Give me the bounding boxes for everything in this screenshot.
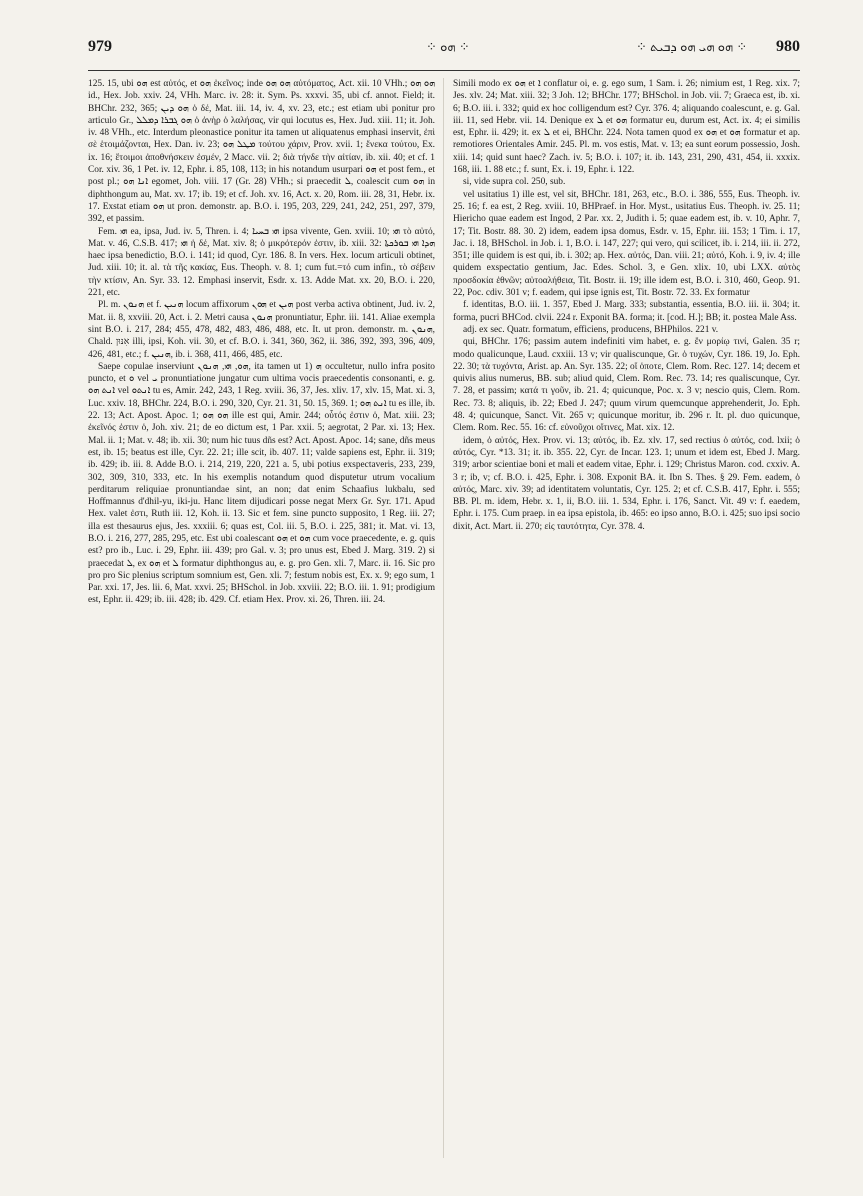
paragraph: Fem. ܗܝ ea, ipsa, Jud. iv. 5, Thren. i. 4; ܗܝ ܒܚܝܐ ipsa vivente, Gen. xviii. 10; ܗܝ τὸ αὐτό, Mat. v. 46, C.S.B. 417; ܗܝ ἡ δέ, Mat. xiv. 8; ὁ μικρότερόν ἐστιν, ib. xiii. 32: ܗܕܐ ܗܝ ܒܘܪܟܬܐ haec ipsa benedictio, B.O. i. 141; id quod, Cyr. 186. 8. In vers. Hex. locum articuli obtinet, Jud. xiii. 10; it. al. τὰ τῆς κακίας, Eus. Theoph. v. 8. 1; cum fut.=τό cum infin., τὸ σέβειν τὴν κτίσιν, An. Syr. 33. 12. Emphasi inservit, Esdr. x. 13. Adde Mat. xx. 20, B.O. i. 220, 221, etc. [88,226,435,299]
header-rule [88,70,800,71]
paragraph: Pl. m. ܗܢܘܢ et f. ܗܢܝܢ locum affixorum ܗܘܢ et ܗܝܢ post verba activa obtinent, Jud. iv. 2, Mat. ii. 8, xxviii. 20, Act. i. 2. Metri causa ܗܢܘܢ pronuntiatur, Ephr. iii. 141. Aliae exempla sint B.O. i. 217, 284; 455, 478, 482, 483, 486, 488, etc. It. ut pron. demonstr. m. ܗܢܘܢ, Chald. אִנּוּן illi, ipsi, Koh. vii. 30, et cf. B.O. i. 341, 360, 362, ii. 386, 392, 393, 396, 409, 426, 481, etc.; f. ܗܢܝܢ, ib. i. 368, 411, 466, 485, etc. [88,300,435,360]
paragraph: Saepe copulae inserviunt ܗܘ, ܗܝ, ܗܢܘܢ, ita tamen ut 1) ܗ occultetur, nullo infra posito puncto, et ܘ vel ܝ pronuntiatione jungatur cum ultima vocis praecedentis consonanti, e. g. ܐܢܬ ܗܘ vel ܐܢܬܘ tu es, Amir. 242, 243, 1 Reg. xviii. 36, 37, Jes. xliv. 17, xlv. 15, Mat. xi. 3, Luc. xxiv. 18, BHChr. 224, B.O. i. 290, 320, Cyr. 21. 31, 50. 15, 369. 1; ܐܢܬ ܗܘ tu es ille, ib. 22. 13; Act. Apost. Apoc. 1; ܗܘ ܗܘ ille est qui, Amir. 244; οὗτός ἐστιν ὁ, Mat. xiii. 23; ἐκεῖνός ἐστιν ὁ, Joh. xiv. 21; de eo dictum est, 1 Par. xxii. 5; aegrotat, 2 Par. xi. 13; Hex. Mal. ii. 1; Mat. v. 48; ib. xii. 30; num hic tuus dñs est? Act. Apost. Apoc. 14; sane, dñs meus est, ib. 15; beatus est ille, Cyr. 22. 21; ille scit, ib. 407. 11; valde sapiens est, Ephr. ii. 319; ib. 429; ib. iii. 8. Adde B.O. i. 214, 219, 220, 221 a. 5, ubi potius exspectaveris, 233, 239, 302, 309, 310, 333, etc. In his exemplis notandum quod disputetur utrum vocalium perditarum reliquiae pronuntiandae sint, an non; dat enim Schaafius lukbalu, sed Hoffmannus d'dhil-yu, iki-ju. Hanc litem dijudicari posse negat Merx Gr. Syr. 171. Apud Hex. valet ἐστι, Ruth iii. 12, Koh. ii. 13. Sic et fem. sine puncto supposito, 1 Reg. iii. 27; illa est thesaurus ejus, Jes. xxxiii. 6; quas est, Col. iii. 5, B.O. i. 225, 381; it. Mat. vi. 13, B.O. i. 216, 277, 285, 295, etc. Est ubi coalescant ܗܘ et ܗܘ cum voce praecedente, e. g. quis est? pro ib., Luc. i. 29, Ephr. iii. 439; pro Gal. v. 3; pro unus est, Ebed J. Marg. 319. 2) si praecedat ܠ, ex ܗܘ et ܠ formatur diphthongus au, e. g. pro Gen. xli. 7, Marc. ii. 16. Sic pro pro pro Sic plenius scriptum somnium est, Gen. xli. 7; festum nobis est, Ex. x. 9; ego sum, 1 Par. xxi. 17, Jes. lii. 6, Mat. xxvi. 25; BHSchol. in Job. xxviii. 22; B.O. iii. 1. 91; prodigium est, Ephr. ii. 429; ib. iii. 428; ib. 429. Cf. etiam Hex. Prov. xi. 26, Thren. iii. 24. [88,361,435,606]
paragraph: Simili modo ex ܗܘ et ܐ conflatur oi, e. g. ego sum, 1 Sam. i. 26; nimium est, 1 Reg. xix. 7; Jes. xlv. 24; Mat. xiii. 32; 3 Joh. 12; BHChr. 177; BHSchol. in Job. vii. 7; Graeca est, ib. xi. 6; B.O. iii. i. 332; quid ex hoc colligendum est? Cyr. 376. 4; aliquando coalescunt, e. g. Gal. iii. 11, sed Hebr. vii. 14. Denique ex ܠ et ܗܘ formatur eu, durum est, Act. ix. 4; ei similis est, Ephr. ii. 429; it. ex ܠ et ei, BHChr. 224. Nota tamen quod ex ܗܘ et ܗܘ formatur et ap. remotiores Orientales Amir. 245. Pl. m. vos estis, Mat. v. 13; ea sunt eorum possessio, Josh. xiii. 14; quid sunt haec? Zach. iv. 5; B.O. i. 107; it. ib. 143, 231, 290, 431, 454, ii. xxxix. 168, iii. 1. 88 etc.; f. sunt, Ex. i. 19, Ephr. i. 122. [453,79,800,176]
paragraph: f. identitas, B.O. iii. 1. 357, Ebed J. Marg. 333; substantia, essentia, B.O. iii. ii. 304; it. forma, pucri BHCod. clvii. 224 r. Exponit BA. forma; it. [cod. H.]; BB; it. postea Male Ass. [453,300,800,323]
paragraph: idem, ὁ αὐτός, Hex. Prov. vi. 13; αὐτός, ib. Ez. xlv. 17, sed rectius ὁ αὐτός, cod. lxii; ὁ αὐτός, Cyr. *13. 31; it. ib. 355. 22, Cyr. de Incar. 123. 1; unum et idem est, Ebed J. Marg. 319; arbor scientiae boni et mali et eadem vitae, Ephr. i. 129; Christus Maron. cod. cxxiv. A. 3 r; ib, v; cf. B.O. i. 425, Ephr. i. 308. Exponit BA. it. Ibn S. Thes. § 29. Fem. eadem, ὁ αὐτός, Marc. xiv. 39; ad identitatem voluntatis, Cyr. 125. 2; et cf. C.S.B. 417, Ephr. i. 555; BB. Pl. m. idem, Hebr. x. 1, ii, B.O. iii. 1. 534, Ephr. i. 176, Sanct. Vit. 49 v: f. eaedem, Ephr. i. 175. Cum praep. in ea ipsa epistola, ib. 465: eo ipso anno, B.O. i. 425; suo ipsi socio dixit, Act. Mart. ii. 270; εἰς ταυτότητα, Cyr. 378. 4. [453,435,800,532]
paragraph: 125. 15, ubi ܗܘ est αὐτός, et ܗܘ ἐκεῖνος; inde ܗܘ ܗܘ αὐτόματος, Act. xii. 10 VHh.; ܗܘ ܗܘ id., Hex. Job. xxiv. 24, VHh. Marc. iv. 28: it. Sym. Ps. xxxvi. 35, ubi cf. annot. Field; it. BHChr. 232, 365; ܗܘ ܕܝܢ ὁ δέ, Mat. iii. 14, iv. 4, xv. 23, etc.; est etiam ubi ponitur pro articulo Gr., ܗܘ ܓܒܪܐ ܕܡܠܠ ὁ ἀνὴρ ὁ λαλήσας, vir qui locutus es, Hex. Jud. xiii. 11; it. Joh. iv. 48 VHh., etc. Interdum pleonastice ponitur ita tamen ut aliquatenus emphasi inservit, ἐπὶ σὲ ἑτοιμάζονται, Hex. Dan. iv. 23; ܡܛܠ ܗܘ τούτου χάριν, Prov. xvii. 1; ἕνεκα τούτου, Ex. ix. 16; ἕτοιμοι ἀποθνήσκειν ἐσμέν, 2 Macc. vii. 2; διὰ τήνδε τὴν αἰτίαν, ib. xii. 40; et cf. 1 Cor. xiv. 36, 1 Pet. iv. 12, Ephr. i. 85, 108, 113; in his notandum usurpari ܗܘ et post fem., et post pl.; ܐܢܐ ܗܘ egomet, Joh. viii. 17 (Gr. 28) VHh.; si praecedit ܠ, coalescit cum ܗܘ in diphthongum au, Mat. xv. 17; ib. 19; et cf. Joh. xv. 16, Act. x. 20, Rom. iii. 28, 31, Hebr. ix. 17. Exstat etiam ܗܘ ut pron. demonstr. ap. B.O. i. 195, 203, 229, 241, 242, 251, 297, 379, 392, et passim. [88,79,435,225]
left-running-head: ⁘ ܗܘ ⁘ [426,39,470,54]
right-column [453,78,800,1158]
paragraph: si, vide supra col. 250, sub. [463,177,566,188]
paragraph: adj. ex sec. Quatr. formatum, efficiens, producens, BHPhilos. 221 v. [463,324,719,335]
page-header [88,38,800,60]
paragraph: qui, BHChr. 176; passim autem indefiniti vim habet, e. g. ἔν μορίῳ τινί, Galen. 35 r; modo qualicunque, Laud. cxxiii. 13 v; vir qualiscunque, Gr. ὁ τυχών, Cyr. 186. 19, Jo. Eph. 22. 30; τὰ τυχόντα, Arist. ap. An. Syr. 135. 22; οἵ ὁποτε, Clem. Rom. Rec. 127. 14; decem et quivis alius numerus, BB. sub; aliud quid, Clem. Rom. Rec. 73. 14; res qualiscunque, Cyr. 7. 28, et passim; κατά τι γοῦν, ib. 21. 4; quicunque, Poc. x. 3 v; nescio quis, Clem. Rom. Rec. 73. 8; aliquis, ib. 22; Ebed J. 247; quum virum quemcunque apprehenderit, Jo. Eph. 48. 4; quicunque, Sanct. Vit. 265 v; quicunque moritur, ib. 296 r. It. pl. duo quicunque, Clem. Rom. Rec. 55. 16: cf. εὐνοῦχοι οἵτινες, Mat. xix. 12. [453,337,800,434]
right-running-head: ⁘ ܗܘ ܗܝ ܗܘ ܕܒܝܬ ⁘ [636,39,748,54]
left-column [88,78,435,1158]
left-page-number: 979 [88,38,112,55]
column-gutter [443,78,444,1158]
paragraph: vel usitatius 1) ille est, vel sit, BHChr. 181, 263, etc., B.O. i. 386, 555, Eus. Theoph. iv. 25. 16; f. ea est, 2 Reg. xviii. 10, BHPraef. in Hor. Myst., usitatius Eus. Theoph. iv. 25. 11; Hiericho quae eadem est Ingod, 2 Par. xx. 2, Judith i. 5; quae eadem est, ib. v. 10, Aphr. 7, 17; Tit. Bostr. 88. 30. 2) idem, eadem ipsa domus, Esdr. v. 15, Ephr. iii. 153; 1 Tim. i. 17, Jac. i. 18, BHSchol. in Job. i. 1, B.O. i. 147, 227; qui vero, qui scilicet, ib. i. 214, iii. ii. 272, 351; ille quidem is est qui, ib. i. 302; ap. Hex. αὐτός, Dan. viii. 21; αὐτό, Koh. i. 9, iv. 4; ille quidem exspectatio gentium, Jac. Edes. Schol. 3, e Gen. xlix. 10, ubi LXX. αὐτὸς προσδοκία ἐθνῶν; αὐτοαλήθεια, Tit. Bostr. ii. 19; ille idem est, B.O. i. 310, 460, Geop. 91. 22, Poc. cdiv. 301 v; f. eadem, qui ipse ignis est, Tit. Bostr. 72. 33. Ex formatur [453,189,800,299]
right-page-number: 980 [776,38,800,55]
